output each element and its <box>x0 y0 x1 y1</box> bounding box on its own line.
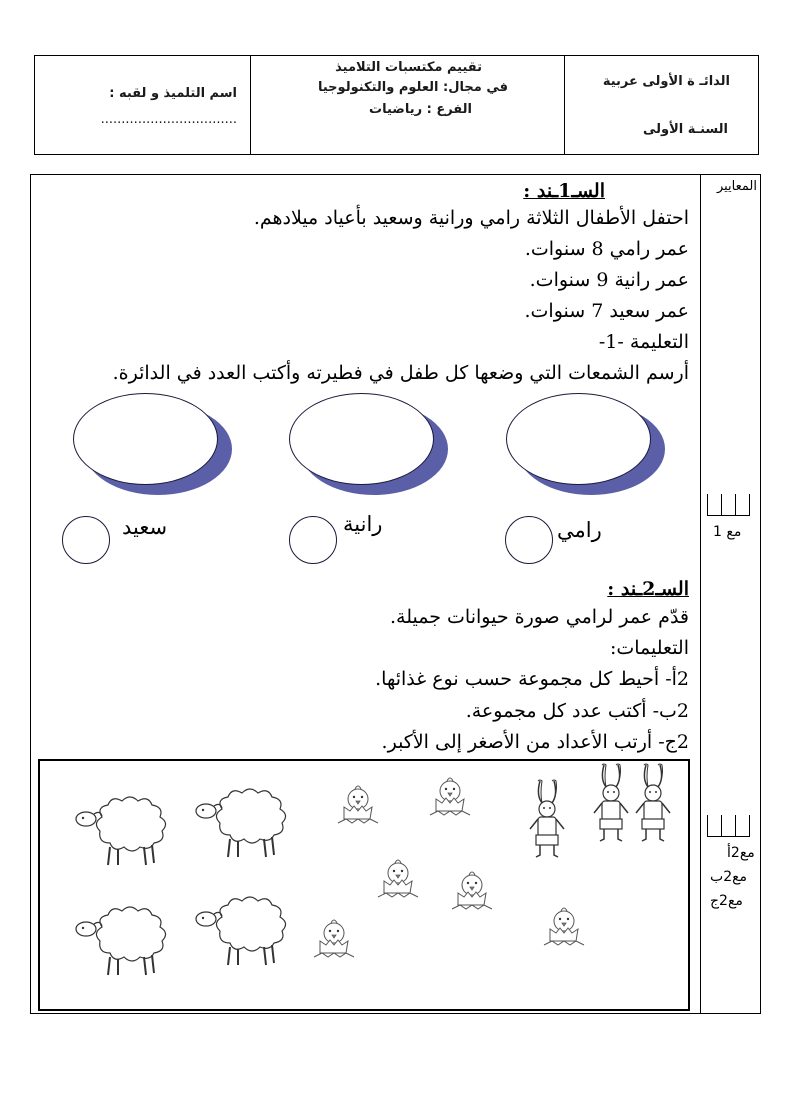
rabbit-3 <box>636 764 670 841</box>
count-circle-rami[interactable] <box>505 516 553 564</box>
q2-instruction-c: 2ج- أرتب الأعداد من الأصغر إلى الأكبر. <box>381 731 689 753</box>
cake-oval-rami[interactable] <box>506 393 651 485</box>
chick-2 <box>430 778 470 815</box>
q2-instruction-a: 2أ- أحيط كل مجموعة حسب نوع غذائها. <box>375 668 689 690</box>
q2-instruction-b: 2ب- أكتب عدد كل مجموعة. <box>465 700 689 722</box>
criterion2c-label: مع2ج <box>710 893 743 909</box>
student-name-label: اسم التلميذ و لقبه : <box>109 86 237 101</box>
chick-3 <box>378 860 418 897</box>
header-title-line3: الفرع : رياضيات <box>369 102 472 117</box>
q1-instruction: أرسم الشمعات التي وضعها كل طفل في فطيرته وأكتب العدد في الدائرة. <box>112 362 689 384</box>
sheep-2 <box>196 789 286 857</box>
rabbit-1 <box>530 780 564 857</box>
count-circle-rania[interactable] <box>289 516 337 564</box>
criterion2-boxes[interactable] <box>708 815 750 837</box>
header-student-cell <box>35 56 251 154</box>
animals-picture-box[interactable] <box>38 759 690 1011</box>
chick-6 <box>544 908 584 945</box>
cake-oval-rania[interactable] <box>289 393 434 485</box>
criteria-divider <box>700 174 701 1014</box>
q1-title: السـ1ـند : <box>523 180 605 202</box>
cake-oval-said[interactable] <box>73 393 218 485</box>
q2-instruction-title: التعليمات: <box>609 637 689 659</box>
header-title-cell <box>250 56 564 154</box>
criterion1-boxes[interactable] <box>708 494 750 516</box>
sheep-1 <box>76 797 166 865</box>
level-label: السنـة الأولى <box>643 122 728 137</box>
q2-intro: قدّم عمر لرامي صورة حيوانات جميلة. <box>390 606 689 628</box>
chick-5 <box>314 920 354 957</box>
q2-title: السـ2ـند : <box>607 578 689 600</box>
sheep-4 <box>196 897 286 965</box>
sheep-3 <box>76 907 166 975</box>
criterion2a-label: مع2أ <box>727 845 755 861</box>
count-circle-said[interactable] <box>62 516 110 564</box>
header-table <box>34 55 759 155</box>
q1-age-said: عمر سعيد 7 سنوات. <box>524 300 689 322</box>
name-rania: رانية <box>343 512 383 536</box>
header-title-line2: في مجال: العلوم والتكنولوجيا <box>317 80 508 95</box>
student-name-line: ................................. <box>100 112 237 127</box>
q1-instruction-title: التعليمة -1- <box>598 331 689 353</box>
criteria-label: المعايير <box>716 179 757 194</box>
q1-intro: احتفل الأطفال الثلاثة رامي ورانية وسعيد بأعياد ميلادهم. <box>253 207 689 229</box>
rabbit-2 <box>594 764 628 841</box>
name-said: سعيد <box>122 515 168 539</box>
header-title-line1: تقييم مكتسبات التلاميذ <box>335 60 482 75</box>
criterion1-label: مع 1 <box>713 524 742 540</box>
school-name: الدائـ ة الأولى عربية <box>602 74 730 89</box>
criterion2b-label: مع2ب <box>710 869 748 885</box>
q1-age-rami: عمر رامي 8 سنوات. <box>524 238 689 260</box>
chick-4 <box>452 872 492 909</box>
q1-age-rania: عمر رانية 9 سنوات. <box>529 269 689 291</box>
header-school-cell <box>564 56 758 154</box>
animals-illustration <box>40 761 688 1009</box>
name-rami: رامي <box>557 518 602 542</box>
chick-1 <box>338 786 378 823</box>
